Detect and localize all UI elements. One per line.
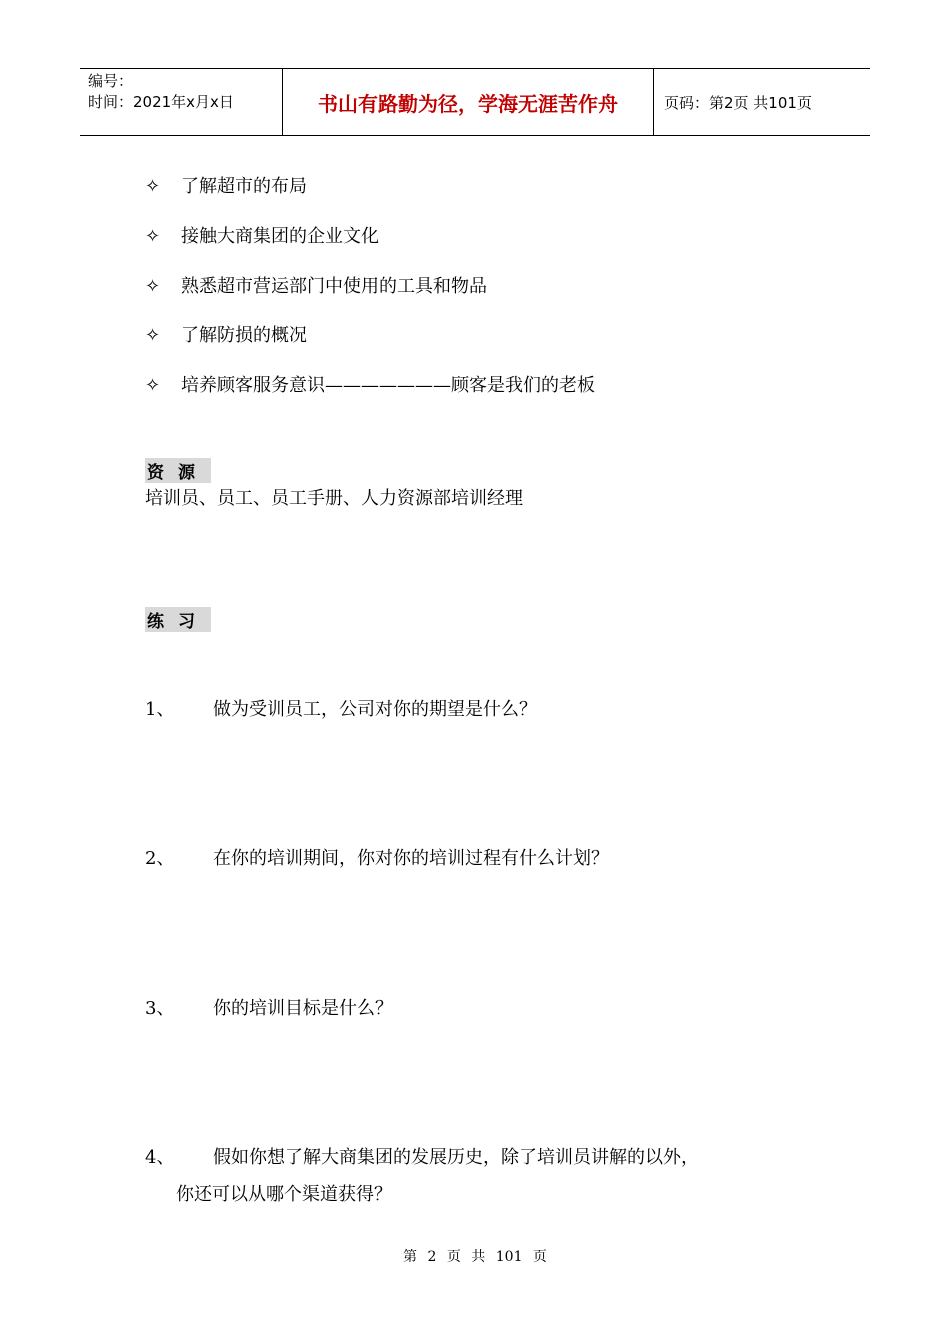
question-text: 假如你想了解大商集团的发展历史，除了培训员讲解的以外， [213,1147,699,1168]
bullet-item [145,222,379,248]
header-motto: 书山有路勤为径，学海无涯苦作舟 [282,69,654,135]
question-number: 2、 [145,848,175,869]
diamond-star-icon: ✧ [145,325,161,346]
header-page-code: 页码：第2页 共101页 [664,93,812,112]
resources-heading: 资源 [145,458,211,483]
question-text: 你的培训目标是什么？ [213,998,393,1019]
header-info-cell [80,69,282,135]
exercise-question [145,994,393,1020]
bullet-text: 熟悉超市营运部门中使用的工具和物品 [181,276,487,297]
exercise-question [145,695,537,721]
question-number: 3、 [145,998,175,1019]
bullet-item [145,321,307,347]
diamond-star-icon: ✧ [145,226,161,247]
bullet-item [145,371,595,397]
exercise-question [145,844,609,870]
diamond-star-icon: ✧ [145,176,161,197]
bullet-text: 培养顾客服务意识———————顾客是我们的老板 [181,375,595,396]
page-footer: 第 2 页 共 101 页 [403,1249,547,1265]
question-text: 在你的培训期间，你对你的培训过程有什么计划？ [213,848,609,869]
bullet-item [145,272,487,298]
bullet-text: 接触大商集团的企业文化 [181,226,379,247]
diamond-star-icon: ✧ [145,375,161,396]
page-header [80,68,870,136]
question-number: 1、 [145,699,175,720]
exercise-question [145,1143,699,1169]
bullet-item [145,172,307,198]
exercises-heading: 练习 [145,607,211,632]
bullet-text: 了解超市的布局 [181,176,307,197]
diamond-star-icon: ✧ [145,276,161,297]
question-number: 4、 [145,1147,175,1168]
time-label: 时间：2021年x月x日 [88,93,234,111]
question-text: 做为受训员工，公司对你的期望是什么？ [213,699,537,720]
question-continuation: 你还可以从哪个渠道获得？ [176,1184,392,1205]
number-label: 编号： [88,72,134,90]
resources-text: 培训员、员工、员工手册、人力资源部培训经理 [145,488,523,509]
bullet-text: 了解防损的概况 [181,325,307,346]
